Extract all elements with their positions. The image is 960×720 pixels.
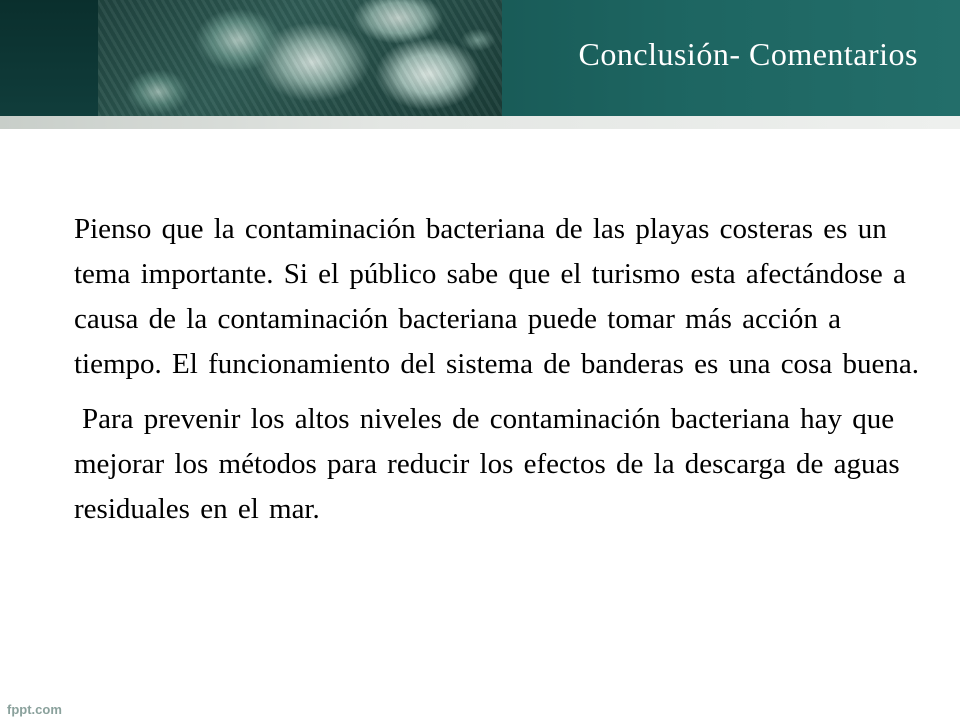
slide-header — [0, 0, 960, 116]
body-paragraph-2: Para prevenir los altos niveles de contaminación bacteriana hay que mejorar los métodos para reducir los efectos de la descarga de aguas residuales en el mar. — [74, 403, 900, 525]
body-paragraph-1: Pienso que la contaminación bacteriana de las playas costeras es un tema importante. Si el público sabe que el turismo esta afectándose a causa de la contaminación bacteriana puede tomar más acción a tiempo. El funcionamiento del sistema de banderas es una cosa buena. — [74, 213, 919, 380]
fppt-watermark: fppt.com — [7, 702, 62, 717]
slide-body — [74, 207, 924, 532]
header-left-band — [0, 0, 98, 116]
slide-title: Conclusión- Comentarios — [578, 36, 918, 72]
bacteria-micrograph-image — [98, 0, 502, 116]
header-divider — [0, 116, 960, 129]
